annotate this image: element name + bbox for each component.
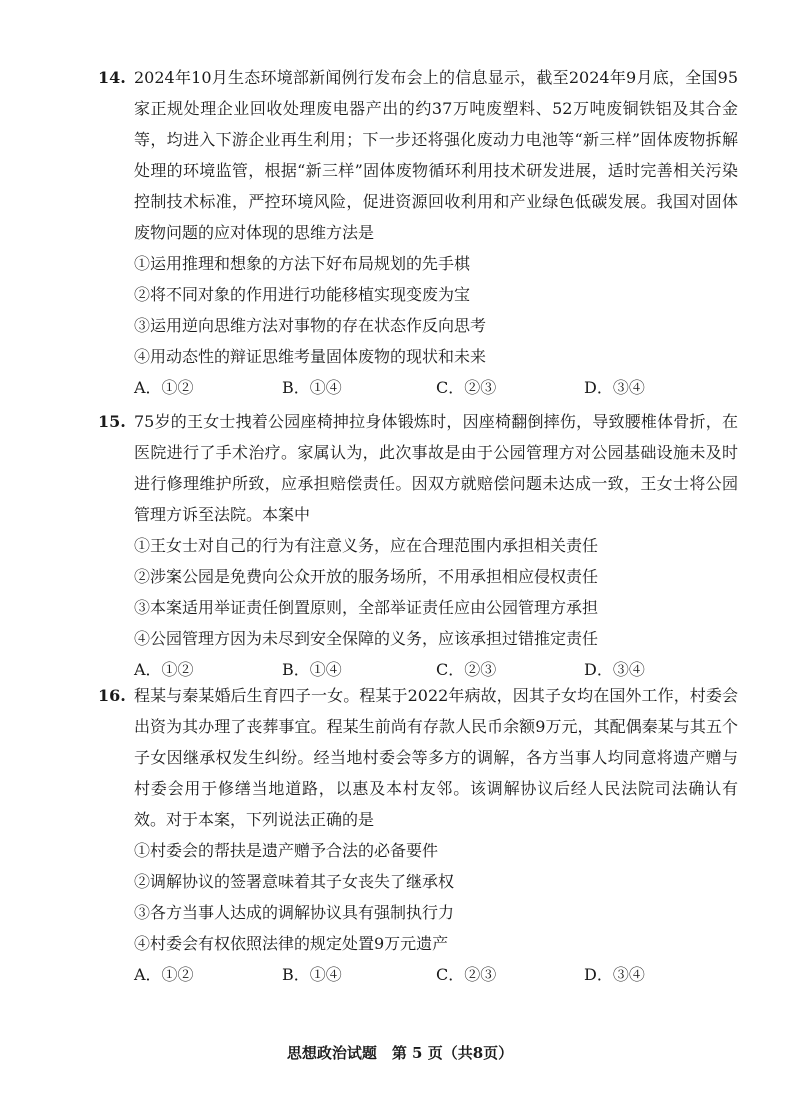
question-text: 75岁的王女士拽着公园座椅抻拉身体锻炼时，因座椅翻倒摔伤，导致腰椎体骨折，在医院进行了手术治疗。家属认为，此次事故是由于公园管理方对公园基础设施未及时进行修理维护所致，应承担赔偿责任。因双方就赔偿问题未达成一致，王女士将公园管理方诉至法院。本案中 [134,412,738,524]
choice-c: C．②③ [436,378,497,397]
choice-a: A．①② [134,965,194,984]
question-text: 2024年10月生态环境部新闻例行发布会上的信息显示，截至2024年9月底，全国95家正规处理企业回收处理废电器产出的约37万吨废塑料、52万吨废铜铁铝及其合金等，均进入下游企业再生利用；下一步还将强化废动力电池等“新三样”固体废物拆解处理的环境监管，根据“新三样”固体废物循环利用技术研发进展，适时完善相关污染控制技术标准，严控环境风险，促进资源回收利用和产业绿色低碳发展。我国对固体废物问题的应对体现的思维方法是 [134,68,738,242]
choice-c: C．②③ [436,660,497,679]
choice-row [98,372,738,403]
question-text: 程某与秦某婚后生育四子一女。程某于2022年病故，因其子女均在国外工作，村委会出资为其办理了丧葬事宜。程某生前尚有存款人民币余额9万元，其配偶秦某与其五个子女因继承权发生纠纷。经当地村委会等多方的调解，各方当事人均同意将遗产赠与村委会用于修缮当地道路，以惠及本村友邻。该调解协议后经人民法院司法确认有效。对于本案，下列说法正确的是 [134,686,738,829]
question-stem [98,62,738,248]
choice-d: D．③④ [584,965,645,984]
choice-c: C．②③ [436,965,497,984]
question-number: 14. [98,68,126,87]
question-16 [98,680,738,990]
statement-3: ③本案适用举证责任倒置原则，全部举证责任应由公园管理方承担 [134,598,599,617]
statement-3: ③运用逆向思维方法对事物的存在状态作反向思考 [134,316,487,335]
choice-d: D．③④ [584,660,645,679]
question-stem [98,406,738,530]
statement-2: ②涉案公园是免费向公众开放的服务场所，不用承担相应侵权责任 [134,567,599,586]
question-15 [98,406,738,685]
page-footer: 思想政治试题 第 5 页（共8页） [286,1044,514,1062]
choice-b: B．①④ [282,660,342,679]
choice-d: D．③④ [584,378,645,397]
statement-2: ②将不同对象的作用进行功能移植实现变废为宝 [134,285,471,304]
statement-1: ①村委会的帮扶是遗产赠予合法的必备要件 [134,841,439,860]
statement-1: ①王女士对自己的行为有注意义务，应在合理范围内承担相关责任 [134,536,599,555]
question-number: 16. [98,686,126,705]
choice-a: A．①② [134,660,194,679]
statement-3: ③各方当事人达成的调解协议具有强制执行力 [134,903,455,922]
statement-4: ④用动态性的辩证思维考量固体废物的现状和未来 [134,347,487,366]
question-14 [98,62,738,403]
choice-b: B．①④ [282,965,342,984]
statement-4: ④公园管理方因为未尽到安全保障的义务，应该承担过错推定责任 [134,629,599,648]
question-stem [98,680,738,835]
question-number: 15. [98,412,126,431]
choice-row [98,959,738,990]
choice-b: B．①④ [282,378,342,397]
statement-4: ④村委会有权依照法律的规定处置9万元遗产 [134,934,449,953]
choice-a: A．①② [134,378,194,397]
statement-2: ②调解协议的签署意味着其子女丧失了继承权 [134,872,455,891]
statement-1: ①运用推理和想象的方法下好布局规划的先手棋 [134,254,471,273]
